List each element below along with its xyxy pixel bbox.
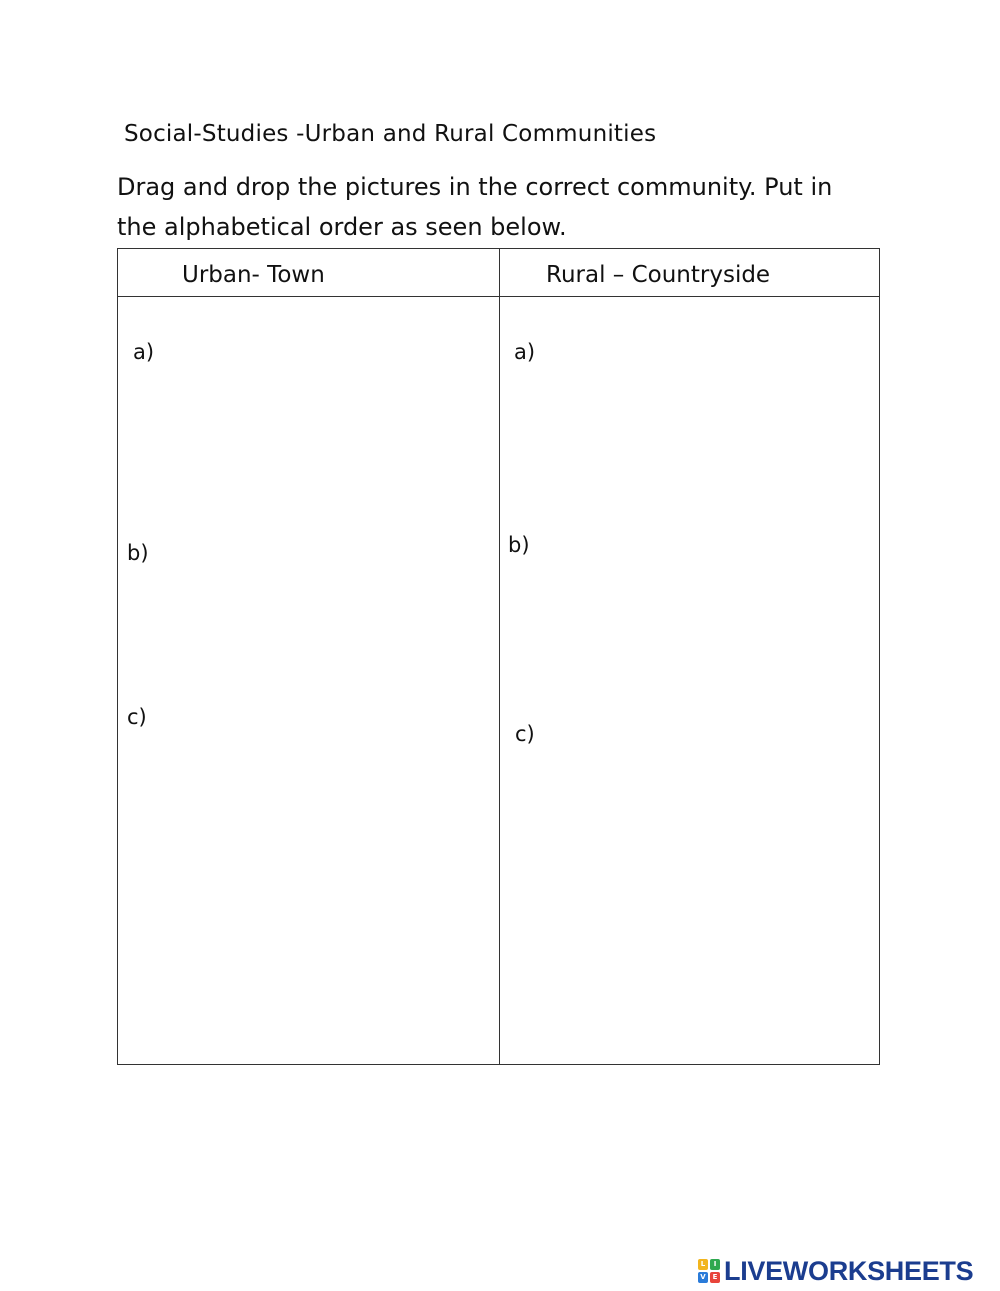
community-table [117, 248, 880, 1065]
urban-slot-b[interactable]: b) [127, 541, 149, 565]
rural-slot-a[interactable]: a) [514, 340, 536, 364]
rural-slot-c[interactable]: c) [515, 722, 535, 746]
logo-letter: V [698, 1272, 708, 1283]
instruction-line-2: the alphabetical order as seen below. [117, 213, 567, 241]
live-cube-icon [698, 1259, 720, 1283]
header-divider [118, 296, 879, 297]
worksheet-title: Social-Studies -Urban and Rural Communities [124, 121, 657, 147]
urban-column-header: Urban- Town [182, 262, 325, 288]
urban-slot-a[interactable]: a) [133, 340, 155, 364]
logo-letter: L [698, 1259, 708, 1270]
instruction-line-1: Drag and drop the pictures in the correct community. Put in [117, 173, 833, 201]
brand-wordmark: LIVEWORKSHEETS [724, 1255, 974, 1286]
logo-letter: I [710, 1259, 720, 1270]
rural-column-header: Rural – Countryside [546, 262, 771, 288]
rural-slot-b[interactable]: b) [508, 533, 530, 557]
logo-letter: E [710, 1272, 720, 1283]
liveworksheets-logo [698, 1256, 973, 1286]
column-divider [499, 249, 500, 1064]
urban-slot-c[interactable]: c) [127, 705, 147, 729]
